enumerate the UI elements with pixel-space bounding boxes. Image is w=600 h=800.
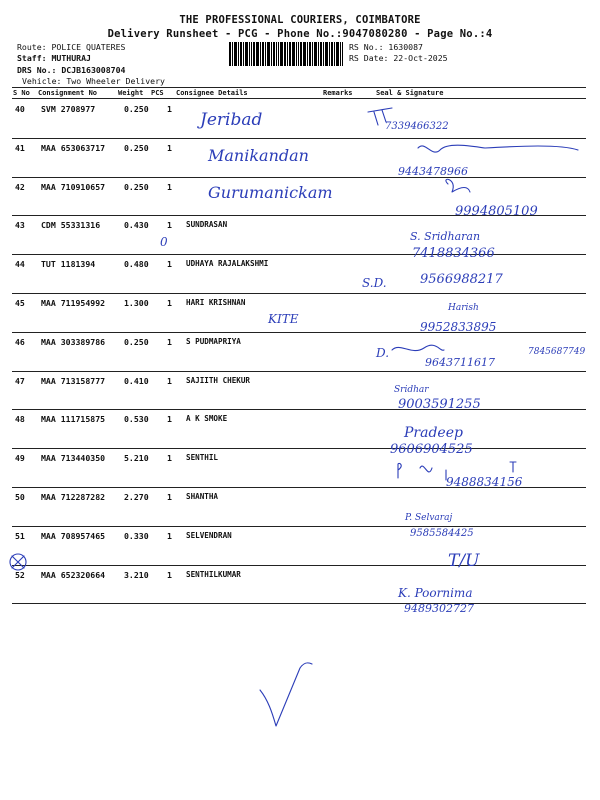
runsheet-title: Delivery Runsheet - PCG - Phone No.:9047080280 - Page No.:4 [107, 28, 493, 40]
row42-handwritten-name: Gurumanickam [208, 183, 333, 202]
row-sno: 46 [15, 336, 25, 347]
row-sno: 42 [15, 181, 25, 192]
row-weight: 0.250 [124, 181, 149, 192]
row41-handwritten-phone: 9443478966 [398, 165, 468, 178]
row-consignment-no: MAA 653063717 [41, 142, 106, 153]
row-sno: 41 [15, 142, 25, 153]
row47-handwritten-phone: 9003591255 [398, 397, 481, 412]
row-pcs: 1 [167, 569, 172, 580]
row-sno: 50 [15, 492, 25, 502]
row-consignment-no: MAA 713158777 [41, 375, 106, 386]
row47-handwritten-sig: Sridhar [394, 385, 429, 395]
row-pcs: 1 [167, 414, 172, 425]
row52-handwritten-sig: K. Poornima [398, 586, 473, 600]
row-pcs: 1 [167, 181, 172, 192]
col-header-consignment: Consignment No [38, 89, 98, 97]
row45-handwritten-remark: KITE [268, 312, 299, 326]
row-weight: 0.250 [124, 336, 149, 347]
row41-handwritten-name: Manikandan [208, 146, 309, 165]
row-sno: 49 [15, 453, 25, 464]
row-pcs: 1 [167, 259, 172, 270]
row-sno: 51 [15, 530, 25, 541]
row46-handwritten-prefix: D. [376, 346, 390, 360]
row49-handwritten-phone: 9488834156 [446, 475, 523, 489]
row-consignment-no: MAA 303389786 [41, 336, 106, 347]
row45-handwritten-sig: Harish [448, 303, 479, 313]
row-consignment-no: SVM 2708977 [41, 104, 96, 114]
row-consignee: SENTHIL [186, 453, 219, 463]
row46-handwritten-phone: 9643711617 [425, 356, 495, 369]
row-consignee: HARI KRISHNAN [186, 298, 246, 307]
row-weight: 0.250 [124, 142, 149, 153]
row-consignee: SENTHILKUMAR [186, 569, 241, 579]
row-consignee: UDHAYA RAJALAKSHMI [186, 259, 269, 269]
row-pcs: 1 [167, 453, 172, 464]
row-consignment-no: TUT 1181394 [41, 259, 96, 270]
row-pcs: 1 [167, 375, 172, 386]
row-sno: 45 [15, 298, 25, 308]
row-weight: 5.210 [124, 453, 149, 464]
row-weight: 0.410 [124, 375, 149, 386]
row41-signature-scribble [418, 145, 578, 152]
row-consignment-no: MAA 708957465 [41, 530, 106, 541]
row42-handwritten-phone: 9994805109 [455, 204, 538, 219]
row-pcs: 1 [167, 298, 172, 308]
row-consignee: A K SMOKE [186, 414, 228, 424]
drs-number: DRS No.: DCJB163008704 [17, 65, 126, 75]
row-consignment-no: MAA 713440350 [41, 453, 106, 464]
row-consignment-no: MAA 111715875 [41, 414, 106, 425]
row-consignment-no: CDM 55331316 [41, 220, 101, 231]
bottom-signature-scribble [260, 663, 312, 726]
col-header-weight: Weight [118, 89, 144, 97]
row-consignment-no: MAA 712287282 [41, 492, 106, 502]
row-weight: 0.250 [124, 104, 149, 114]
row44-handwritten-phone: 9566988217 [420, 272, 503, 287]
row-sno: 48 [15, 414, 25, 425]
row43-handwritten-mark: 0 [160, 235, 168, 249]
row42-signature-scribble [446, 179, 470, 192]
row52-handwritten-phone: 9489302727 [404, 602, 474, 615]
rs-number: RS No.: 1630087 [349, 42, 423, 52]
row-weight: 2.270 [124, 492, 149, 502]
row50-handwritten-sig: P. Selvaraj [405, 513, 453, 523]
rs-date: RS Date: 22-Oct-2025 [349, 53, 448, 63]
col-header-pcs: PCS [151, 89, 164, 97]
row48-handwritten-sig: Pradeep [404, 425, 463, 441]
row48-handwritten-phone: 9606904525 [390, 442, 473, 457]
row-weight: 0.530 [124, 414, 149, 425]
row51-cross-mark [12, 556, 24, 568]
staff-text: Staff: MUTHURAJ [17, 53, 91, 63]
col-header-sno: S No [13, 89, 30, 97]
row-weight: 1.300 [124, 298, 149, 308]
row40-handwritten-phone: 7339466322 [385, 121, 449, 132]
row45-handwritten-phone: 9952833895 [420, 320, 497, 334]
row40-handwritten-name: Jeribad [200, 110, 263, 130]
row-consignment-no: MAA 711954992 [41, 298, 106, 308]
row46-signature-scribble [392, 345, 444, 350]
col-header-signature: Seal & Signature [376, 89, 444, 97]
row-sno: 52 [15, 569, 25, 580]
row43-handwritten-phone: 7418834366 [412, 246, 495, 261]
row-pcs: 1 [167, 220, 172, 231]
vehicle-text: Vehicle: Two Wheeler Delivery [22, 76, 165, 86]
company-title: THE PROFESSIONAL COURIERS, COIMBATORE [179, 14, 421, 26]
row44-handwritten-prefix: S.D. [362, 276, 387, 290]
row-consignment-no: MAA 652320664 [41, 569, 106, 580]
row-consignment-no: MAA 710910657 [41, 181, 106, 192]
row-consignee: S PUDMAPRIYA [186, 336, 241, 346]
row46-handwritten-extra: 7845687749 [528, 347, 586, 357]
row-weight: 0.330 [124, 530, 149, 541]
route-text: Route: POLICE QUATERES [17, 42, 126, 52]
row43-handwritten-sig: S. Sridharan [410, 230, 481, 243]
col-header-remarks: Remarks [323, 89, 353, 97]
row-weight: 3.210 [124, 569, 149, 580]
row-sno: 40 [15, 104, 25, 114]
row50-handwritten-phone: 9585584425 [410, 528, 474, 539]
row-pcs: 1 [167, 530, 172, 541]
row-pcs: 1 [167, 142, 172, 153]
col-header-consignee: Consignee Details [176, 89, 248, 97]
row-pcs: 1 [167, 492, 172, 502]
row-sno: 43 [15, 220, 25, 231]
row-pcs: 1 [167, 336, 172, 347]
row51-handwritten-mark: T/U [448, 551, 480, 571]
row-sno: 44 [15, 259, 25, 270]
row-consignee: SHANTHA [186, 492, 219, 501]
row-consignee: SUNDRASAN [186, 220, 228, 230]
row-weight: 0.430 [124, 220, 149, 231]
row-consignee: SAJIITH CHEKUR [186, 375, 251, 385]
row-consignee: SELVENDRAN [186, 530, 232, 540]
row-pcs: 1 [167, 104, 172, 114]
row-weight: 0.480 [124, 259, 149, 270]
row-sno: 47 [15, 375, 25, 386]
